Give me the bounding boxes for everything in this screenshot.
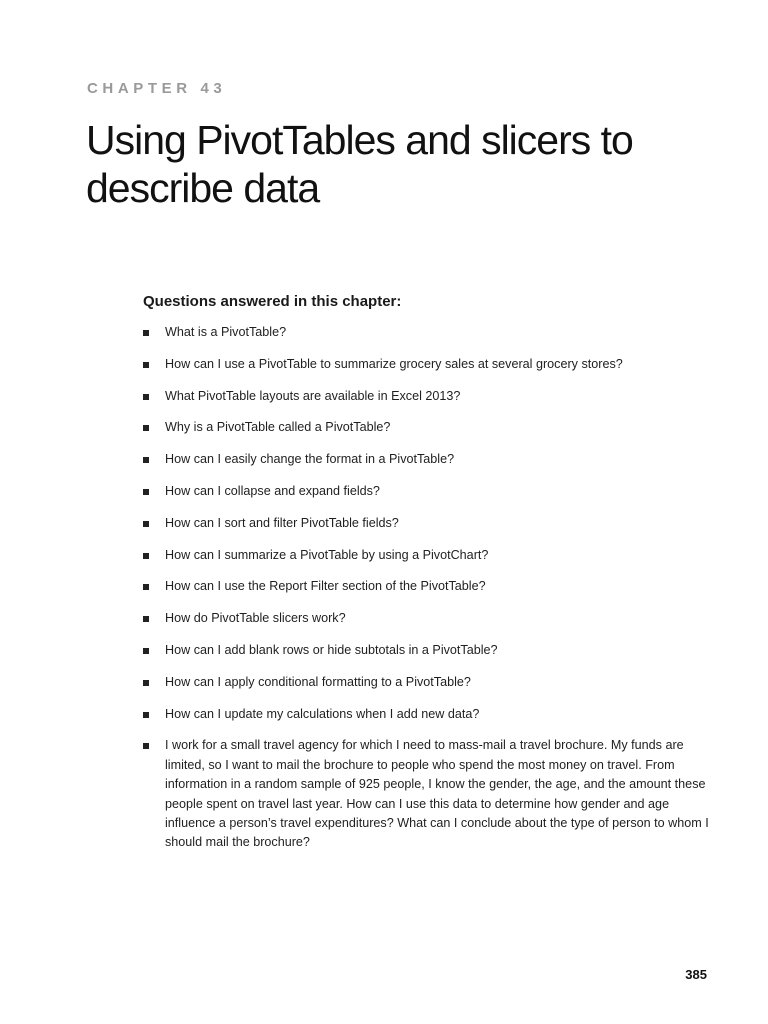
question-text: How can I sort and filter PivotTable fields? [165, 515, 399, 530]
square-bullet-icon [143, 648, 149, 654]
question-item [143, 450, 711, 469]
question-item [143, 673, 711, 692]
question-text: How can I apply conditional formatting to a PivotTable? [165, 674, 471, 689]
square-bullet-icon [143, 584, 149, 590]
square-bullet-icon [143, 362, 149, 368]
square-bullet-icon [143, 394, 149, 400]
question-text: How can I use the Report Filter section of the PivotTable? [165, 579, 486, 594]
square-bullet-icon [143, 553, 149, 559]
square-bullet-icon [143, 457, 149, 463]
question-text: How can I add blank rows or hide subtotals in a PivotTable? [165, 642, 498, 657]
chapter-label: CHAPTER 43 [87, 80, 227, 97]
square-bullet-icon [143, 489, 149, 495]
question-item [143, 514, 711, 533]
question-text: How can I collapse and expand fields? [165, 483, 380, 498]
questions-list [143, 323, 711, 865]
square-bullet-icon [143, 680, 149, 686]
square-bullet-icon [143, 521, 149, 527]
question-text: What PivotTable layouts are available in Excel 2013? [165, 388, 461, 403]
question-item [143, 387, 711, 406]
question-text: Why is a PivotTable called a PivotTable? [165, 420, 391, 435]
page-number: 385 [685, 967, 707, 982]
question-text: How can I easily change the format in a PivotTable? [165, 452, 455, 467]
question-item [143, 546, 711, 565]
question-item [143, 482, 711, 501]
question-item [143, 418, 711, 437]
square-bullet-icon [143, 616, 149, 622]
question-item [143, 736, 711, 852]
questions-heading: Questions answered in this chapter: [143, 293, 402, 310]
square-bullet-icon [143, 425, 149, 431]
question-item [143, 323, 711, 342]
question-text: How can I summarize a PivotTable by using a PivotChart? [165, 547, 489, 562]
chapter-title: Using PivotTables and slicers to describe data [86, 117, 633, 211]
question-item [143, 609, 711, 628]
question-item [143, 355, 711, 374]
question-text: How do PivotTable slicers work? [165, 611, 346, 626]
question-text: I work for a small travel agency for which I need to mass-mail a travel brochure. My funds are limited, so I want to mail the brochure to people who spend the most money on travel. From information in a random sample of 925 people, I know the gender, the age, and the amount these people spent on travel last year. How can I use this data to determine how gender and age influence a person’s travel expenditures? What can I conclude about the type of person to whom I should mail the brochure? [165, 738, 709, 850]
square-bullet-icon [143, 743, 149, 749]
square-bullet-icon [143, 330, 149, 336]
question-item [143, 705, 711, 724]
question-text: How can I update my calculations when I add new data? [165, 706, 480, 721]
question-item [143, 641, 711, 660]
question-text: How can I use a PivotTable to summarize grocery sales at several grocery stores? [165, 356, 623, 371]
square-bullet-icon [143, 712, 149, 718]
question-text: What is a PivotTable? [165, 325, 287, 339]
question-item [143, 577, 711, 596]
